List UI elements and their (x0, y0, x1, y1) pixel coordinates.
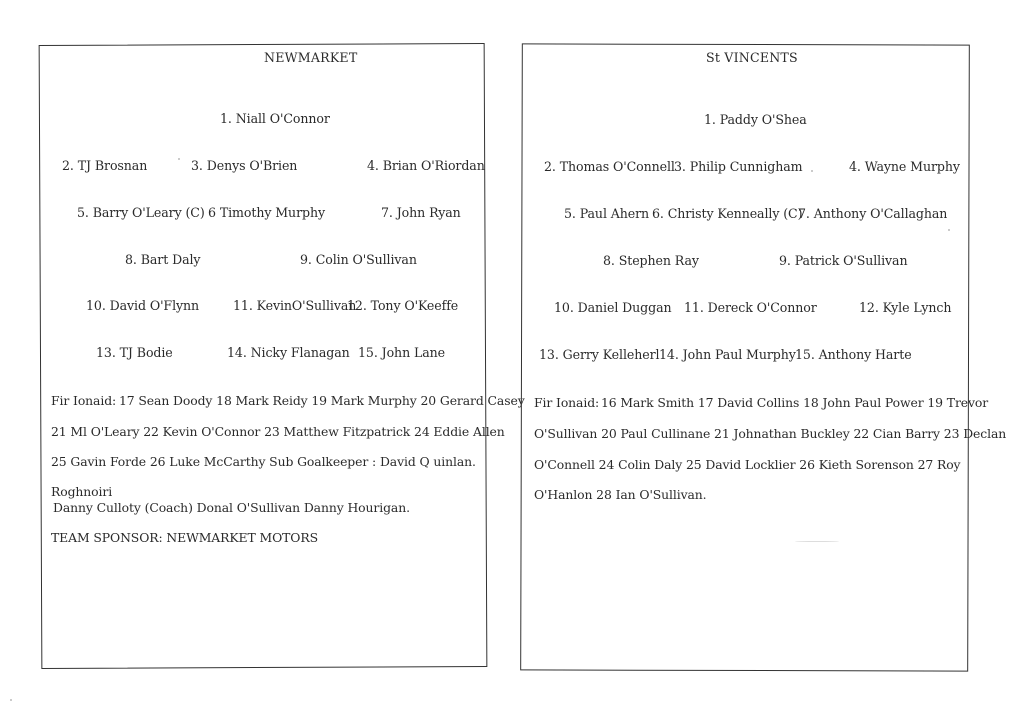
stvincents-player-3: 3. Philip Cunnigham (674, 159, 803, 174)
stvincents-subs-line-1: 16 Mark Smith 17 David Collins 18 John Paul Power 19 Trevor (601, 395, 989, 410)
stvincents-player-2: 2. Thomas O'Connell (544, 159, 675, 174)
newmarket-player-12: 12. Tony O'Keeffe (347, 298, 459, 313)
newmarket-player-3: 3. Denys O'Brien (191, 158, 298, 173)
stvincents-subs-line-4: O'Hanlon 28 Ian O'Sullivan. (534, 487, 707, 502)
stvincents-player-1: 1. Paddy O'Shea (704, 112, 807, 127)
stvincents-player-7: 7. Anthony O'Callaghan (798, 206, 948, 221)
stvincents-player-8: 8. Stephen Ray (603, 253, 699, 268)
stvincents-player-15: 15. Anthony Harte (795, 347, 912, 362)
newmarket-team-sponsor: TEAM SPONSOR: NEWMARKET MOTORS (51, 530, 318, 545)
newmarket-player-6: 6 Timothy Murphy (208, 205, 325, 220)
newmarket-player-7: 7. John Ryan (381, 205, 461, 220)
stvincents-player-13: 13. Gerry Kelleherl (539, 347, 660, 362)
newmarket-player-1: 1. Niall O'Connor (220, 111, 330, 126)
stvincents-player-10: 10. Daniel Duggan (554, 300, 672, 315)
newmarket-player-10: 10. David O'Flynn (86, 298, 200, 313)
newmarket-title: NEWMARKET (264, 50, 358, 65)
newmarket-player-11: 11. KevinO'Sullivan (233, 298, 357, 313)
scan-speck (811, 170, 813, 172)
newmarket-roghnoiri-names: Danny Culloty (Coach) Donal O'Sullivan Danny Hourigan. (53, 500, 410, 515)
newmarket-player-8: 8. Bart Daly (125, 252, 201, 267)
stvincents-subs-line-3: O'Connell 24 Colin Daly 25 David Locklier 26 Kieth Sorenson 27 Roy (534, 457, 961, 472)
stvincents-player-9: 9. Patrick O'Sullivan (779, 253, 908, 268)
newmarket-player-9: 9. Colin O'Sullivan (300, 252, 417, 267)
stvincents-title: St VINCENTS (706, 50, 798, 65)
newmarket-subs-label: Fir Ionaid: (51, 393, 117, 408)
scan-speck (10, 699, 12, 701)
scan-speck (178, 158, 180, 160)
stvincents-player-12: 12. Kyle Lynch (859, 300, 952, 315)
newmarket-subs-line-3: 25 Gavin Forde 26 Luke McCarthy Sub Goalkeeper : David Q uinlan. (51, 454, 476, 469)
stvincents-player-5: 5. Paul Ahern (564, 206, 650, 221)
stvincents-player-11: 11. Dereck O'Connor (684, 300, 817, 315)
stvincents-player-6: 6. Christy Kenneally (C) (652, 206, 803, 221)
stvincents-subs-label: Fir Ionaid: (534, 395, 600, 410)
stvincents-player-4: 4. Wayne Murphy (849, 159, 960, 174)
scan-smudge (795, 541, 839, 542)
stvincents-subs-line-2: O'Sullivan 20 Paul Cullinane 21 Johnathan Buckley 22 Cian Barry 23 Declan (534, 426, 1007, 441)
newmarket-player-5: 5. Barry O'Leary (C) (77, 205, 205, 220)
newmarket-subs-line-1: 17 Sean Doody 18 Mark Reidy 19 Mark Murphy 20 Gerard Casey (119, 393, 525, 408)
newmarket-player-13: 13. TJ Bodie (96, 345, 173, 360)
scan-speck (948, 229, 950, 231)
newmarket-player-14: 14. Nicky Flanagan (227, 345, 350, 360)
newmarket-roghnoiri-label: Roghnoiri (51, 484, 113, 499)
newmarket-player-15: 15. John Lane (358, 345, 446, 360)
newmarket-subs-line-2: 21 Ml O'Leary 22 Kevin O'Connor 23 Matthew Fitzpatrick 24 Eddie Allen (51, 424, 505, 439)
newmarket-player-2: 2. TJ Brosnan (62, 158, 148, 173)
stvincents-player-14: 14. John Paul Murphy (659, 347, 796, 362)
newmarket-player-4: 4. Brian O'Riordan (367, 158, 485, 173)
